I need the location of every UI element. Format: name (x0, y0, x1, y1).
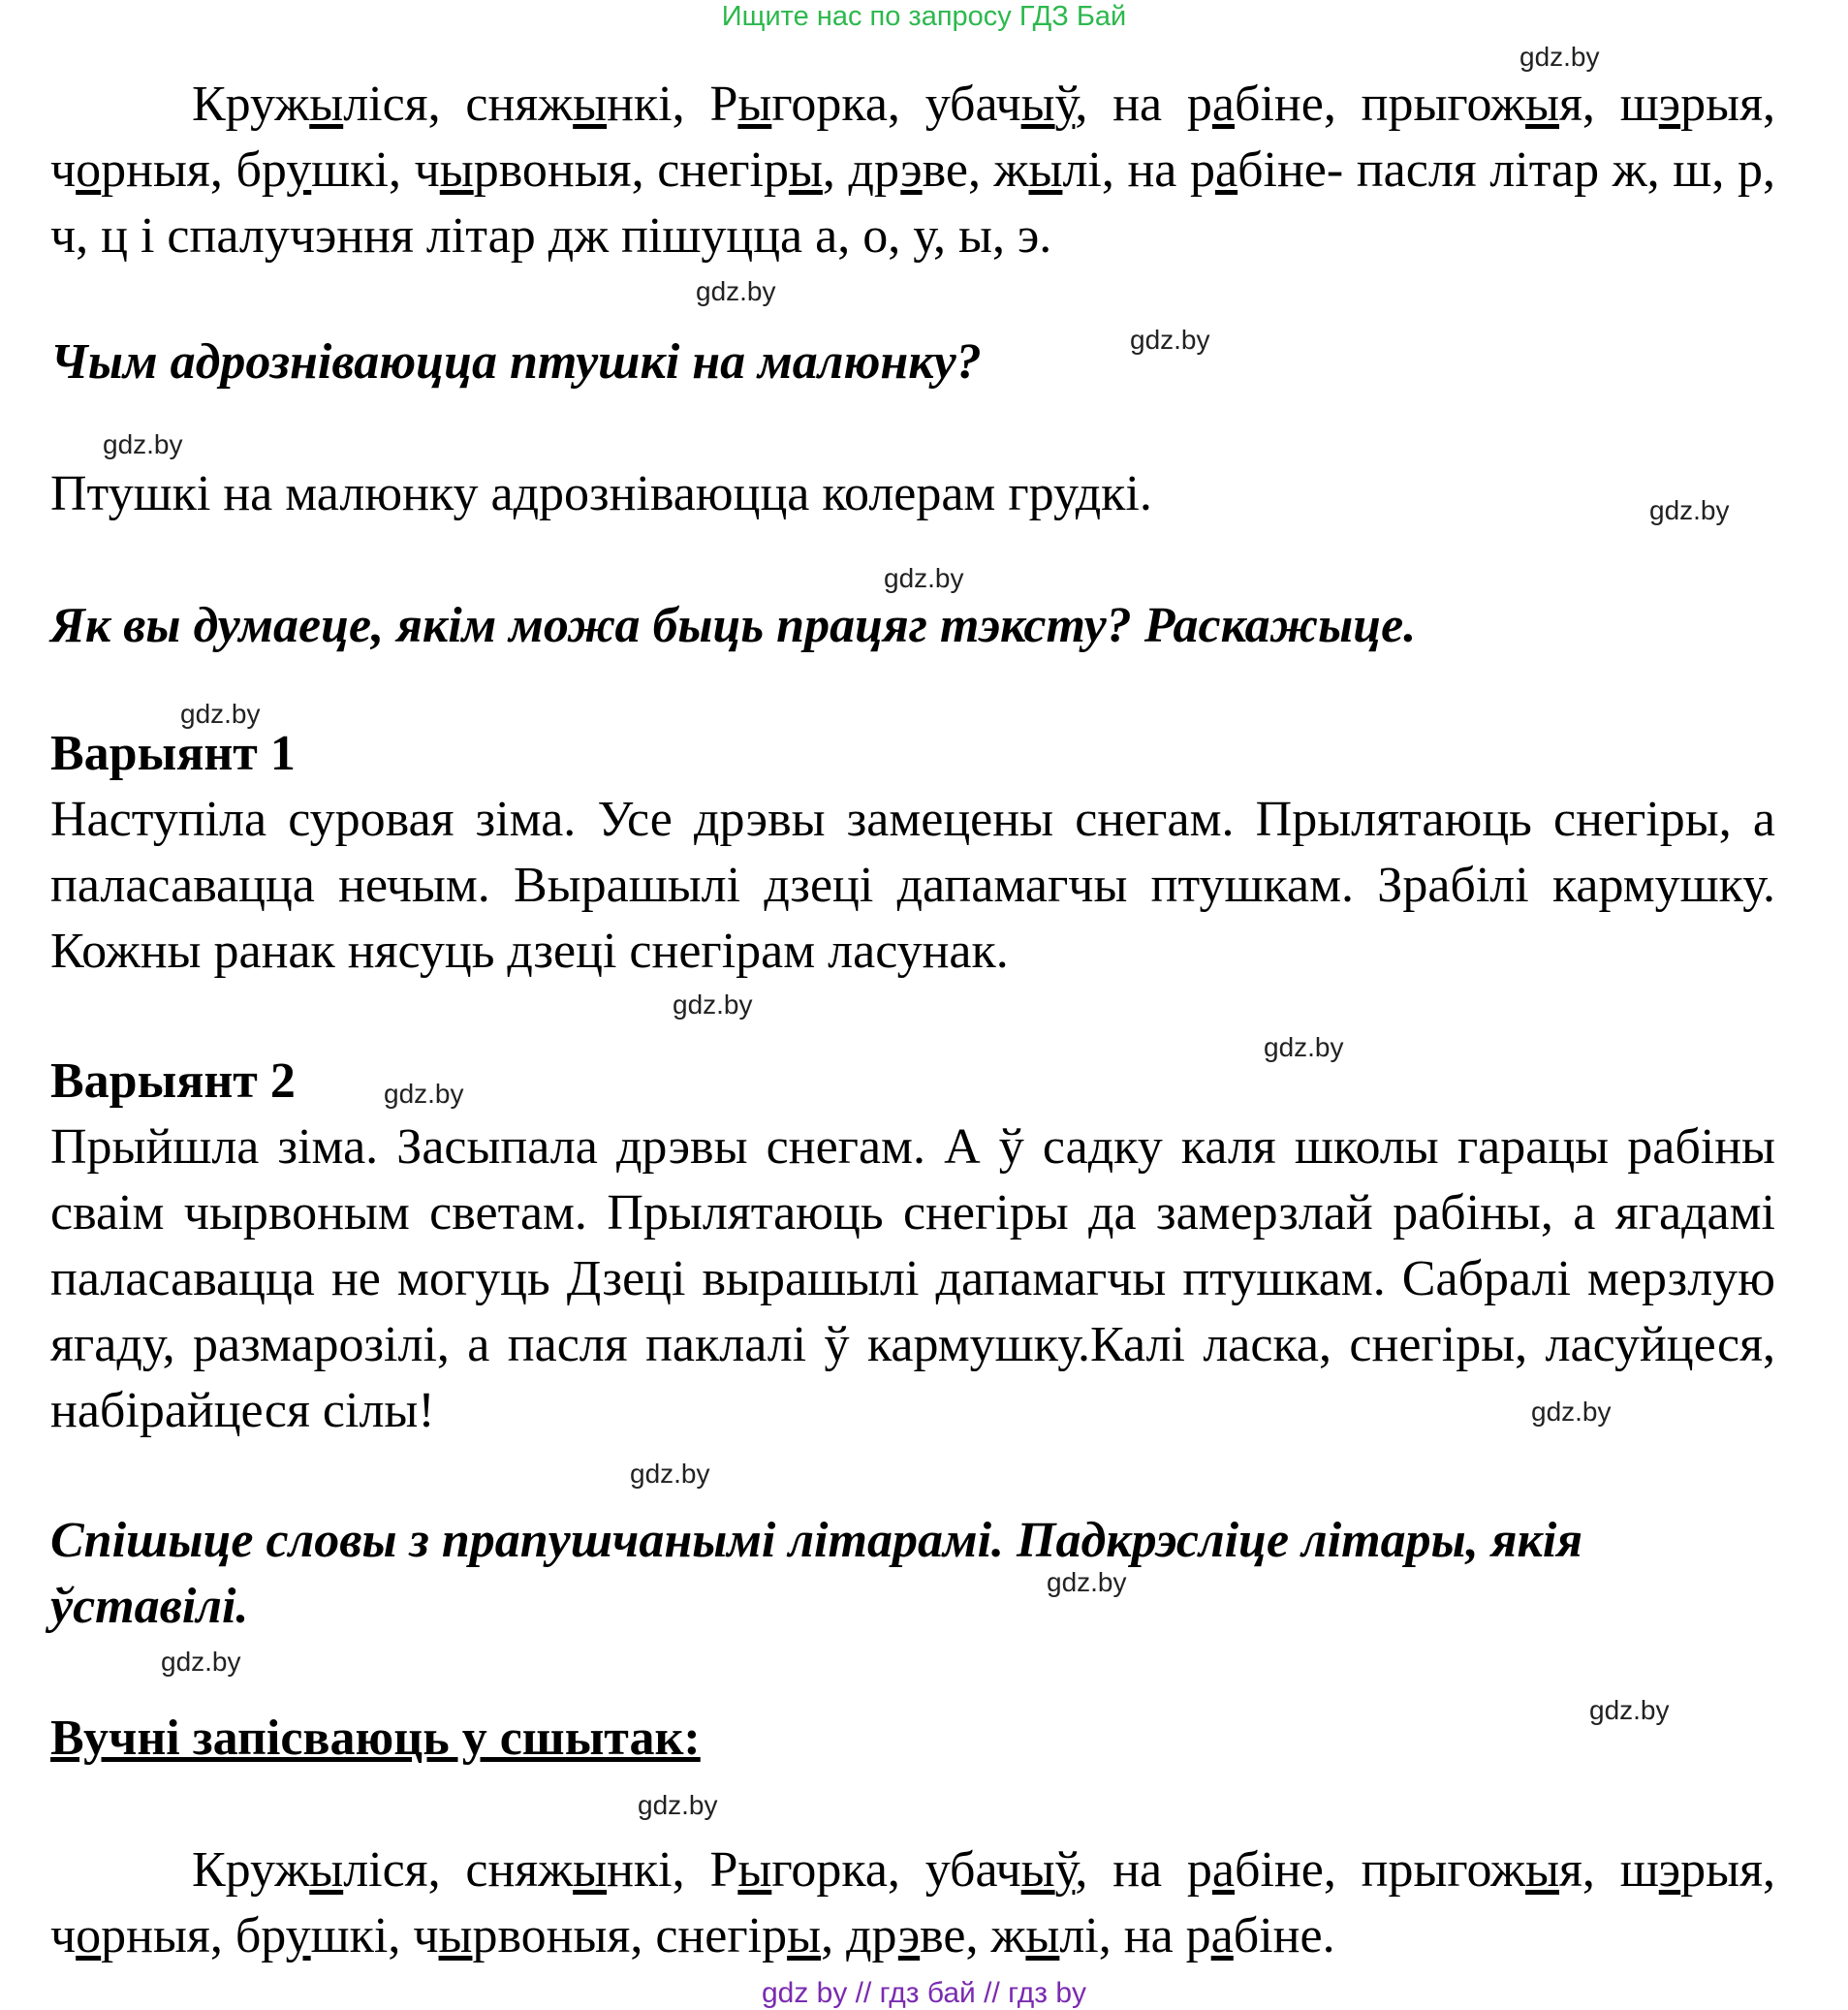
inserted-letter: ы (1020, 77, 1055, 132)
watermark: gdz.by (696, 276, 776, 306)
question-1: Чым адрозніваюцца птушкі на малюнку? (50, 334, 982, 390)
text-segment: ве, ж (922, 142, 1029, 198)
watermark: gdz.by (161, 1647, 241, 1677)
variant-1-title: Варыянт 1 (50, 726, 296, 781)
inserted-letter: о (76, 142, 102, 198)
inserted-letter: а (1214, 142, 1238, 198)
inserted-letter: ы (737, 1842, 772, 1898)
text-segment: Круж (192, 77, 310, 132)
inserted-letter: ы (737, 77, 772, 132)
watermark: gdz.by (1519, 42, 1600, 72)
text-segment: я, ш (1559, 77, 1659, 132)
inserted-letter: ы (1525, 77, 1560, 132)
text-segment: Круж (192, 1842, 310, 1898)
watermark: gdz.by (884, 563, 964, 593)
text-segment: лі, на р (1059, 1908, 1211, 1963)
inserted-letter: ы (573, 77, 608, 132)
text-segment: , др (822, 142, 901, 198)
paragraph-1 (50, 72, 1775, 269)
text-segment: ліся, сняж (343, 77, 574, 132)
watermark: gdz.by (180, 699, 261, 729)
inserted-letter: ы (1525, 1842, 1560, 1898)
watermark: gdz.by (103, 429, 183, 459)
text-segment: рныя, бр (101, 142, 287, 198)
bottom-banner-link[interactable]: gdz by // гдз бай // гдз by (761, 1977, 1087, 2009)
watermark: gdz.by (673, 989, 753, 1020)
top-banner-link[interactable]: Ищите нас по запросу ГДЗ Бай (721, 1, 1127, 32)
inserted-letter: ы (439, 142, 474, 198)
text-segment: рыя, ч (50, 77, 1775, 198)
text-segment: шкі, ч (311, 142, 440, 198)
inserted-letter: ы (1025, 1908, 1060, 1963)
inserted-letter: а (1210, 1908, 1234, 1963)
question-2: Як вы думаеце, якім можа быць працяг тэксту? Раскажыце. (50, 598, 1417, 653)
text-segment: , др (821, 1908, 898, 1963)
watermark: gdz.by (384, 1079, 464, 1109)
answer-1: Птушкі на малюнку адрозніваюцца колерам грудкі. (50, 466, 1152, 521)
inserted-letter: а (1211, 77, 1236, 132)
inserted-letter: ы (1020, 1842, 1055, 1898)
watermark: gdz.by (1589, 1695, 1670, 1725)
inserted-letter: ы (1028, 142, 1063, 198)
text-segment: рвоныя, снегір (473, 142, 789, 198)
watermark: gdz.by (1130, 325, 1210, 355)
text-segment: нкі, Р (607, 77, 738, 132)
text-segment: ве, ж (920, 1908, 1026, 1963)
variant-2-text: Прыйшла зіма. Засыпала дрэвы снегам. А ў садку каля школы гарацы рабіны сваім чырвоным светам. Прылятаюць снегіры да замерзлай рабіны, а ягадамі паласавацца не могуць Дзеці вырашылі дапамагчы птушкам. Сабралі мерзлую ягаду, размарозілі, а пасля паклалі ў кармушку.Калі ласка, снегіры, ласуйцеся, набірайцеся сілы! (50, 1119, 1775, 1438)
inserted-letter: ы (309, 1842, 344, 1898)
text-segment: нкі, Р (607, 1842, 738, 1898)
watermark: gdz.by (1531, 1397, 1612, 1427)
text-segment: , на р (1075, 77, 1212, 132)
text-segment: горка, убач (771, 77, 1021, 132)
inserted-letter: ы (787, 1908, 822, 1963)
text-segment: горка, убач (771, 1842, 1021, 1898)
text-segment: біне, прыгож (1235, 1842, 1526, 1898)
inserted-letter: ы (438, 1908, 473, 1963)
inserted-letter: э (1658, 77, 1681, 132)
text-segment: лі, на р (1062, 142, 1215, 198)
inserted-letter: э (1658, 1842, 1681, 1898)
inserted-letter: о (76, 1908, 102, 1963)
variant-2-title: Варыянт 2 (50, 1053, 296, 1109)
text-segment: , на р (1075, 1842, 1212, 1898)
text-segment: рыя, ч (50, 1842, 1775, 1963)
text-segment: ліся, сняж (343, 1842, 574, 1898)
inserted-letter: ў (1054, 77, 1076, 132)
text-segment: біне. (1233, 1908, 1335, 1963)
text-segment: біне- пасля літар ж, ш, р, ч, ц і спалучэння літар дж пішуцца а, о, у, ы, э. (50, 142, 1775, 264)
inserted-letter: у (286, 142, 312, 198)
text-segment: біне, прыгож (1235, 77, 1526, 132)
paragraph-final (50, 1837, 1775, 1969)
inserted-letter: э (897, 1908, 921, 1963)
inserted-letter: ы (309, 77, 344, 132)
text-segment: шкі, ч (310, 1908, 439, 1963)
watermark: gdz.by (638, 1790, 718, 1820)
text-segment: рныя, бр (101, 1908, 286, 1963)
notebook-heading-text: Вучні запісваюць у сшытак: (50, 1711, 701, 1766)
inserted-letter: ы (788, 142, 823, 198)
question-3: Спішыце словы з прапушчанымі літарамі. Падкрэсліце літары, якія ўставілі. (50, 1513, 1583, 1634)
inserted-letter: ы (573, 1842, 608, 1898)
variant-1-text: Наступіла суровая зіма. Усе дрэвы замецены снегам. Прылятаюць снегіры, а паласавацца нечым. Вырашылі дзеці дапамагчы птушкам. Зрабілі кармушку. Кожны ранак нясуць дзеці снегірам ласунак. (50, 792, 1775, 979)
inserted-letter: у (285, 1908, 311, 1963)
text-segment: рвоныя, снегір (472, 1908, 788, 1963)
inserted-letter: а (1211, 1842, 1236, 1898)
watermark: gdz.by (1047, 1567, 1127, 1597)
inserted-letter: ў (1054, 1842, 1076, 1898)
inserted-letter: э (900, 142, 923, 198)
watermark: gdz.by (630, 1459, 710, 1489)
text-segment: я, ш (1559, 1842, 1659, 1898)
watermark: gdz.by (1264, 1032, 1344, 1062)
notebook-heading (50, 1706, 1775, 1772)
watermark: gdz.by (1649, 495, 1730, 525)
